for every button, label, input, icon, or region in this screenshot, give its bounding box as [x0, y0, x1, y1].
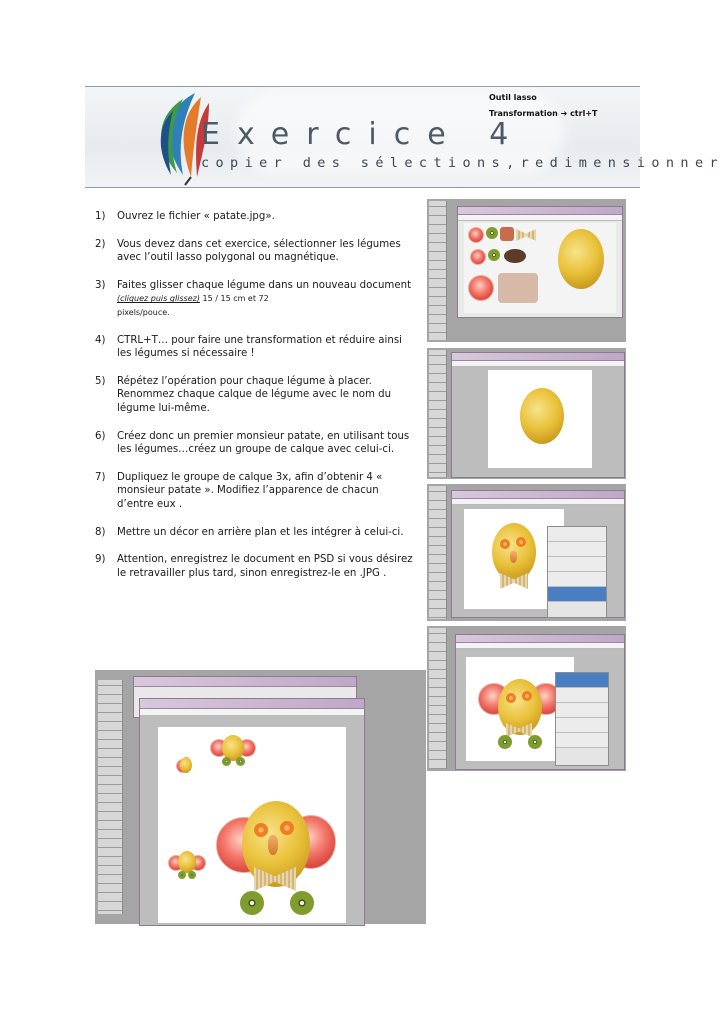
layer-row[interactable] — [556, 718, 608, 733]
tools-panel — [429, 486, 447, 619]
image-canvas — [488, 370, 592, 468]
layer-row[interactable] — [548, 572, 606, 587]
step-text: Répétez l’opération pour chaque légume à placer. Renommez chaque calque de légume avec le nom du légume lui-même. — [117, 375, 392, 414]
step-number: 9) — [95, 554, 106, 566]
step-4 — [95, 334, 415, 361]
exercise-banner — [85, 86, 724, 188]
step-text: Dupliquez le groupe de calque 3x, afin d’obtenir 4 « monsieur patate ». Modifiez l’apparence de chacun d’entre eux . — [117, 471, 383, 510]
step-8 — [95, 526, 415, 540]
step-6 — [95, 430, 415, 457]
layer-row[interactable] — [556, 688, 608, 703]
document-size: 15 / 15 cm et 72 — [199, 294, 269, 304]
step-1 — [95, 210, 415, 224]
layer-row[interactable] — [548, 557, 606, 572]
tools-panel — [98, 680, 123, 914]
tools-panel — [429, 628, 447, 769]
layer-row-selected[interactable] — [556, 673, 608, 688]
screenshot-face-layers — [427, 484, 626, 621]
step-5 — [95, 375, 415, 416]
step-text: Faites glisser chaque légume dans un nouveau document — [117, 279, 412, 291]
step-text: Vous devez dans cet exercice, sélectionner les légumes avec l’outil lasso polygonal ou magnétique. — [117, 238, 401, 264]
step-number: 7) — [95, 471, 106, 483]
step-number: 2) — [95, 238, 106, 250]
resolution-unit: pixels/pouce. — [117, 307, 170, 317]
step-text: Créez donc un premier monsieur patate, en utilisant tous les légumes…créez un groupe de calque avec celui-ci. — [117, 430, 410, 456]
banner-subtitle: copier des sélections,redimensionner — [201, 155, 724, 171]
screenshot-final-document — [95, 670, 426, 924]
layer-row-selected[interactable] — [548, 587, 606, 602]
tools-panel — [429, 201, 447, 340]
layer-row[interactable] — [556, 733, 608, 748]
screenshot-source-document — [427, 199, 626, 342]
image-window — [457, 206, 623, 318]
image-window — [451, 352, 625, 478]
step-3 — [95, 279, 415, 320]
layer-row[interactable] — [556, 703, 608, 718]
banner-title: Exercice 4 — [201, 117, 526, 152]
screenshot-complete-face — [427, 626, 626, 771]
step-7 — [95, 471, 415, 512]
step-number: 1) — [95, 211, 106, 222]
step-text: Attention, enregistrez le document en PSD si vous désirez le retravailler plus tard, sinon enregistrez-le en .JPG . — [117, 554, 413, 579]
step-2 — [95, 238, 415, 265]
layer-row[interactable] — [548, 527, 606, 542]
screenshot-new-document — [427, 348, 626, 479]
step-number: 3) — [95, 279, 106, 291]
step-number: 8) — [95, 526, 106, 538]
click-drag-hint: (cliquez puis glissez) — [117, 294, 200, 304]
layer-row[interactable] — [548, 542, 606, 557]
step-number: 6) — [95, 430, 106, 442]
note-transform: Transformation ➔ ctrl+T — [489, 109, 598, 118]
tools-panel — [429, 350, 447, 477]
layers-panel — [555, 672, 609, 766]
step-9 — [95, 553, 415, 580]
image-window — [139, 698, 365, 926]
image-canvas — [464, 223, 616, 313]
note-tool: Outil lasso — [489, 93, 537, 102]
layers-panel — [547, 526, 607, 618]
instruction-list — [95, 210, 415, 594]
step-text: Ouvrez le fichier « patate.jpg». — [117, 211, 275, 222]
image-canvas — [158, 727, 346, 923]
step-number: 5) — [95, 375, 106, 387]
step-number: 4) — [95, 334, 106, 346]
step-text: CTRL+T… pour faire une transformation et réduire ainsi les légumes si nécessaire ! — [117, 334, 402, 360]
step-text: Mettre un décor en arrière plan et les intégrer à celui-ci. — [117, 526, 404, 538]
